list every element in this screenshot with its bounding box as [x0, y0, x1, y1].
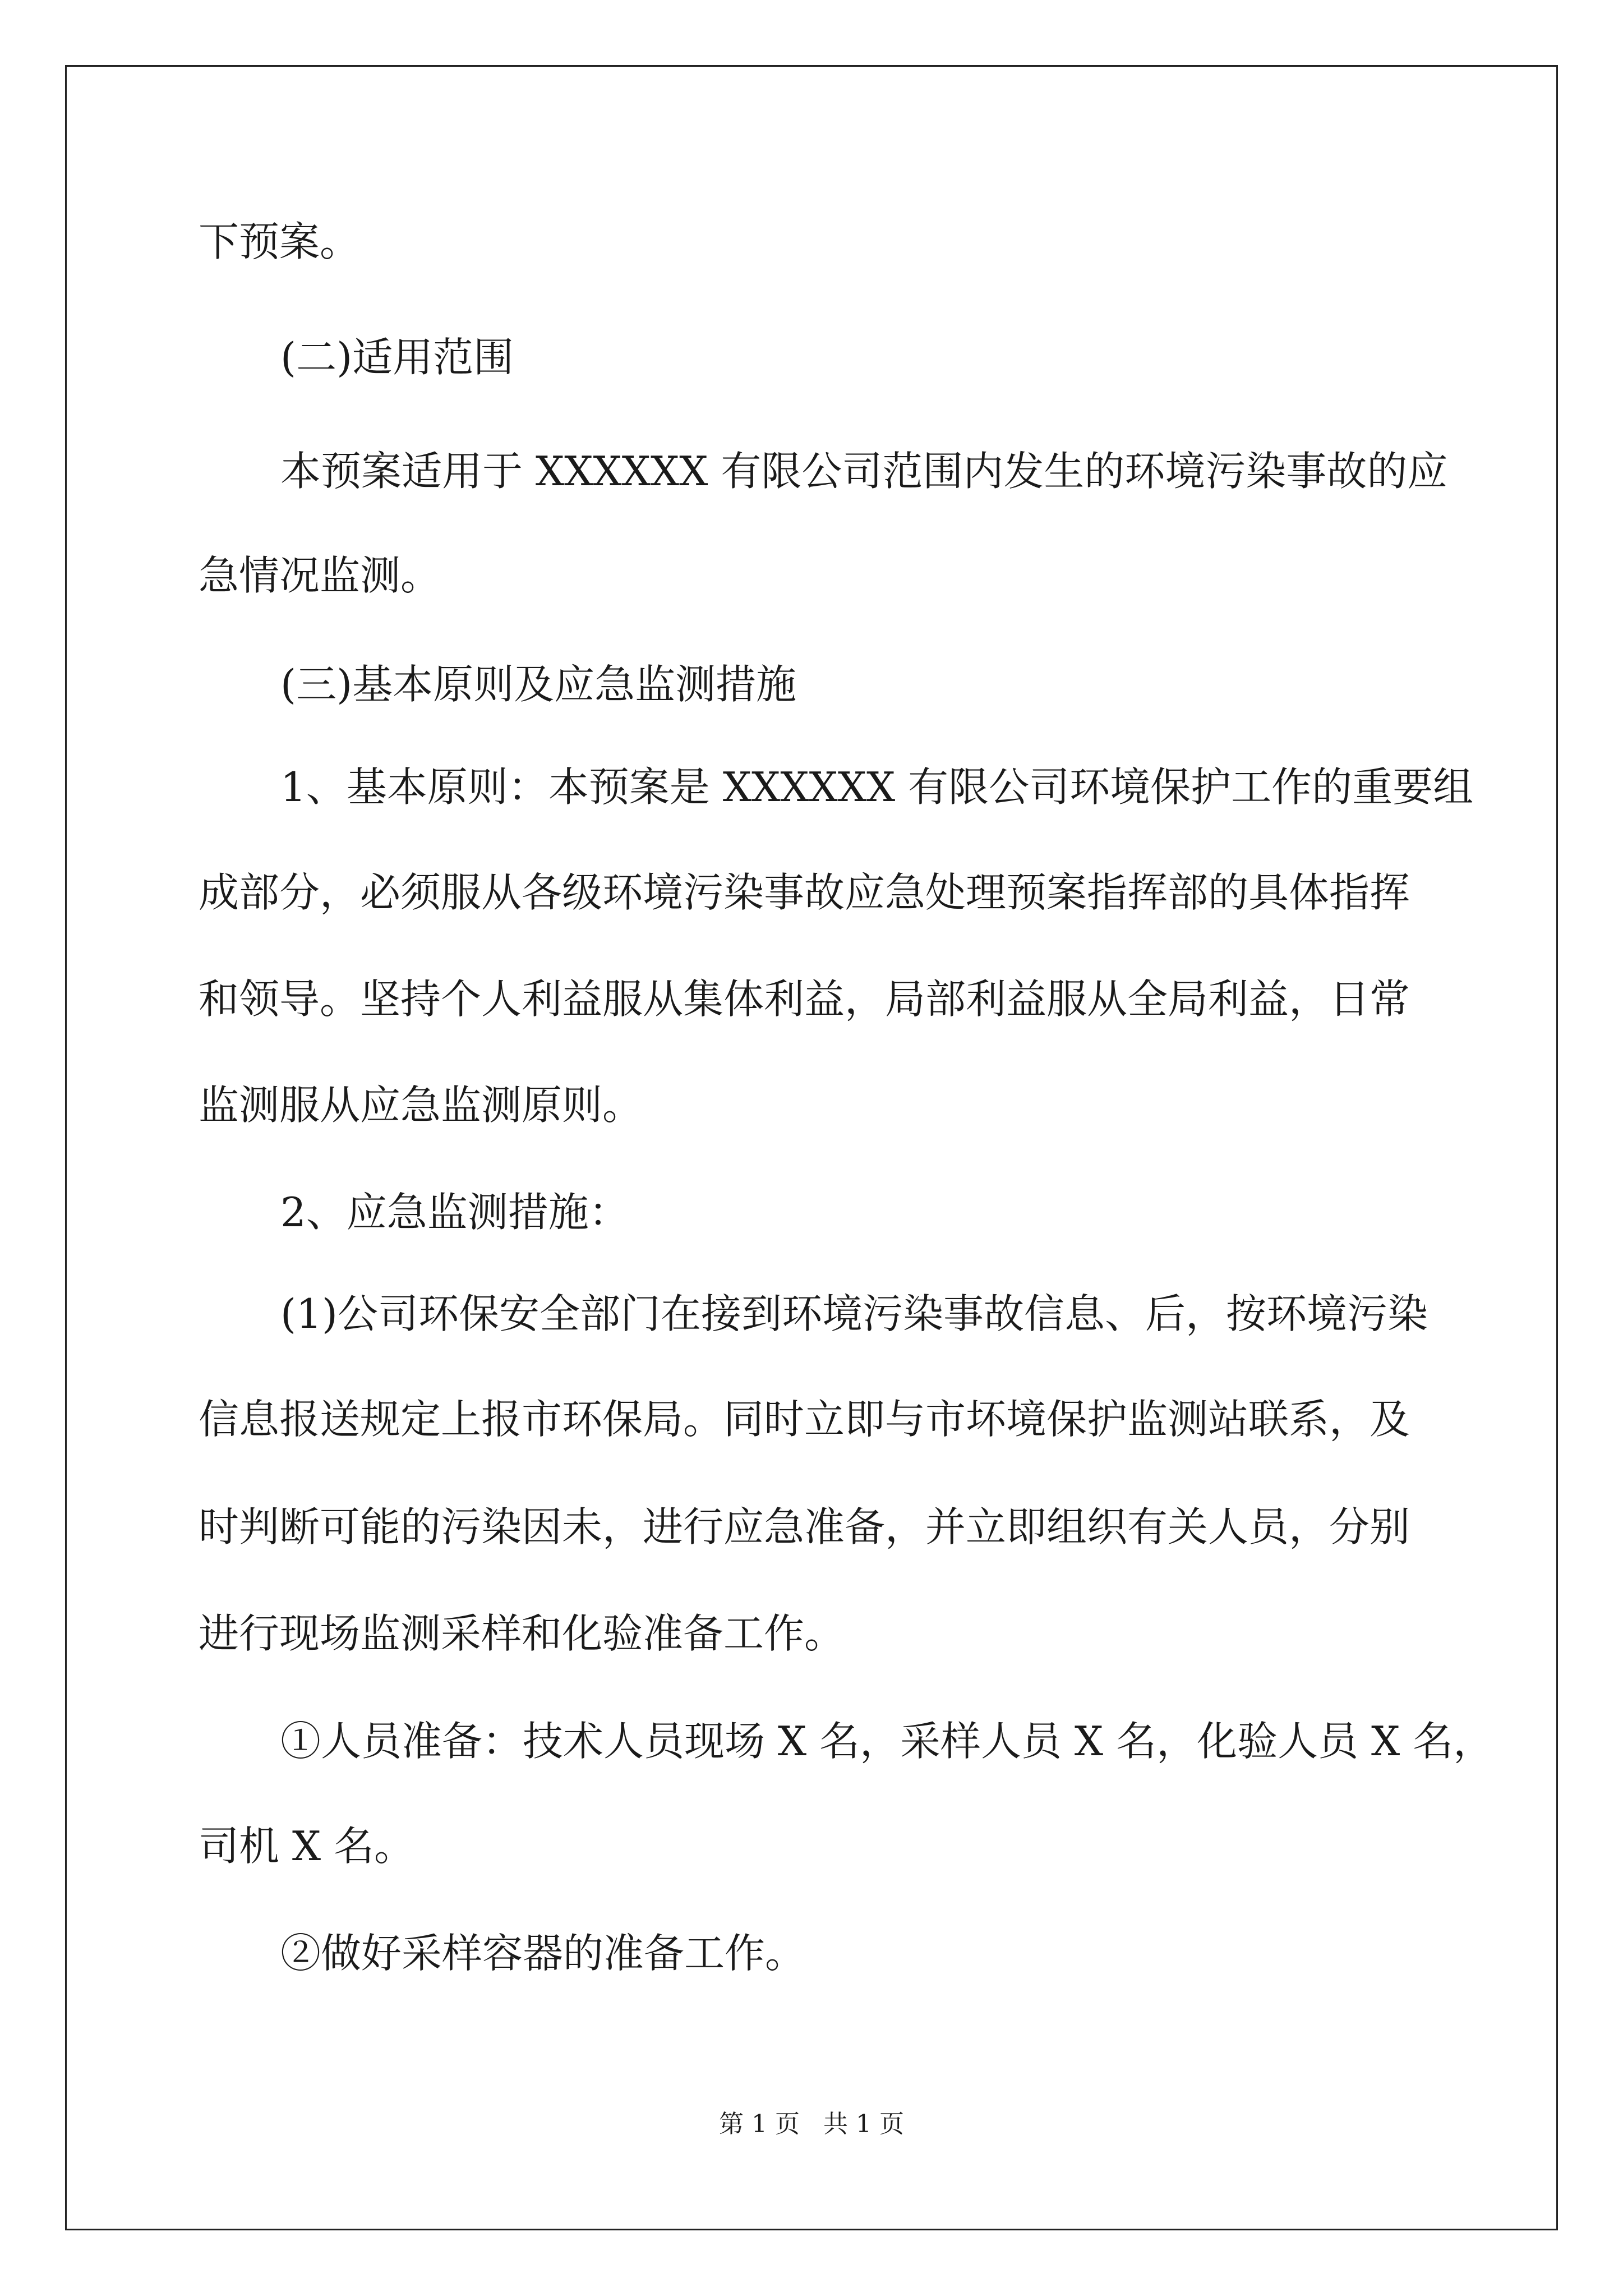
- text-line: ②做好采样容器的准备工作。: [280, 1930, 806, 1977]
- text-line: 和领导。坚持个人利益服从集体利益，局部利益服从全局利益，日常: [199, 976, 1410, 1023]
- text-line: (二)适用范围: [280, 334, 514, 381]
- text-line: (三)基本原则及应急监测措施: [280, 661, 797, 708]
- text-line: 本预案适用于 XXXXXX 有限公司范围内发生的环境污染事故的应: [280, 448, 1448, 495]
- text-line: 进行现场监测采样和化验准备工作。: [199, 1610, 845, 1657]
- page-border: [65, 65, 1558, 2230]
- text-line: 信息报送规定上报市环保局。同时立即与市坏境保护监测站联系，及: [199, 1396, 1410, 1443]
- text-line: 下预案。: [199, 218, 361, 265]
- text-line: (1)公司环保安全部门在接到环境污染事故信息、后，按环境污染: [280, 1290, 1428, 1337]
- text-line: ①人员准备：技术人员现场 X 名，采样人员 X 名，化验人员 X 名，: [280, 1718, 1494, 1765]
- text-line: 2、应急监测措施：: [280, 1189, 629, 1236]
- text-line: 1、基本原则：本预案是 XXXXXX 有限公司环境保护工作的重要组: [280, 763, 1474, 811]
- page-number: 第 1 页 共 1 页: [719, 2110, 904, 2138]
- text-line: 司机 X 名。: [199, 1823, 415, 1870]
- text-line: 监测服从应急监测原则。: [199, 1082, 643, 1129]
- text-line: 时判断可能的污染因未，进行应急准备，并立即组织有关人员，分别: [199, 1503, 1410, 1550]
- text-line: 成部分，必须服从各级环境污染事故应急处理预案指挥部的具体指挥: [199, 869, 1410, 916]
- text-line: 急情况监测。: [199, 552, 441, 599]
